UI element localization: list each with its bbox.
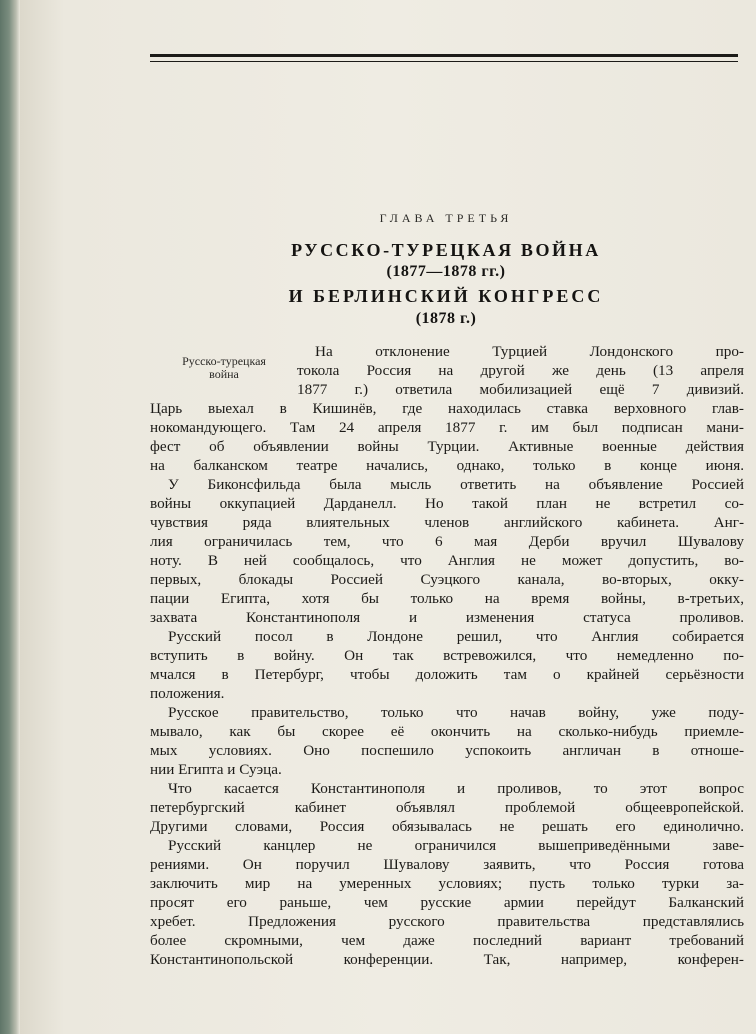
margin-note-line: Русско-турецкая bbox=[182, 354, 266, 368]
text-line: У Биконсфильда была мысль ответить на объявление Россией bbox=[168, 476, 744, 493]
header-rule-thick bbox=[150, 54, 738, 57]
text-line: рениями. Он поручил Шувалову заявить, что Россия готова bbox=[150, 856, 744, 873]
text-line: петербургский кабинет объявлял проблемой общеевропейской. bbox=[150, 799, 744, 816]
text-line: на балканском театре начались, однако, только в конце июня. bbox=[150, 457, 744, 474]
text-line: вступить в войну. Он так встревожился, что немедленно по- bbox=[150, 647, 744, 664]
text-line: первых, блокады Россией Суэцкого канала, во-вторых, окку- bbox=[150, 571, 744, 588]
text-line: просят его раньше, чем русские армии перейдут Балканский bbox=[150, 894, 744, 911]
text-line: токола Россия на другой же день (13 апреля bbox=[297, 362, 744, 379]
margin-note bbox=[152, 355, 296, 381]
text-line: Царь выехал в Кишинёв, где находилась ставка верховного глав- bbox=[150, 400, 744, 417]
text-line: Константинопольской конференции. Так, например, конферен- bbox=[150, 951, 744, 968]
text-line: более скромными, чем даже последний вариант требований bbox=[150, 932, 744, 949]
text-line: войны оккупацией Дарданелл. Но такой план не встретил со- bbox=[150, 495, 744, 512]
text-line: фест об объявлении войны Турции. Активные военные действия bbox=[150, 438, 744, 455]
text-line: Русский посол в Лондоне решил, что Англия собирается bbox=[168, 628, 744, 645]
text-line: Другими словами, Россия обязывалась не решать его единолично. bbox=[150, 818, 744, 835]
book-spine-edge bbox=[0, 0, 20, 1034]
text-line: мчался в Петербург, чтобы доложить там о крайней серьёзности bbox=[150, 666, 744, 683]
text-line: Русское правительство, только что начав войну, уже поду- bbox=[168, 704, 744, 721]
text-line: мых условиях. Оно поспешило успокоить англичан в отноше- bbox=[150, 742, 744, 759]
chapter-title-line: (1877—1878 гг.) bbox=[386, 263, 506, 280]
chapter-title-line: (1878 г.) bbox=[415, 310, 477, 327]
chapter-title-line: И БЕРЛИНСКИЙ КОНГРЕСС bbox=[288, 286, 604, 306]
text-line: нокомандующего. Там 24 апреля 1877 г. им был подписан мани- bbox=[150, 419, 744, 436]
text-line: чувствия ряда влиятельных членов английского кабинета. Анг- bbox=[150, 514, 744, 531]
margin-note-line: война bbox=[209, 367, 239, 381]
chapter-title-line: РУССКО-ТУРЕЦКАЯ ВОЙНА bbox=[291, 240, 601, 260]
header-rule-thin bbox=[150, 61, 738, 62]
text-line: заключить мир на умеренных условиях; пусть только турки за- bbox=[150, 875, 744, 892]
text-line: 1877 г.) ответила мобилизацией ещё 7 дивизий. bbox=[297, 381, 744, 398]
text-line: На отклонение Турцией Лондонского про- bbox=[315, 343, 744, 360]
text-line: положения. bbox=[150, 685, 225, 702]
text-line: Что касается Константинополя и проливов, то этот вопрос bbox=[168, 780, 744, 797]
chapter-label: ГЛАВА ТРЕТЬЯ bbox=[379, 211, 513, 225]
text-line: нии Египта и Суэца. bbox=[150, 761, 282, 778]
text-line: Русский канцлер не ограничился вышеприведёнными заве- bbox=[168, 837, 744, 854]
text-line: мывало, как бы скорее её окончить на сколько-нибудь приемле- bbox=[150, 723, 744, 740]
text-line: захвата Константинополя и изменения статуса проливов. bbox=[150, 609, 744, 626]
text-line: хребет. Предложения русского правительства представлялись bbox=[150, 913, 744, 930]
text-line: ноту. В ней сообщалось, что Англия не может допустить, во- bbox=[150, 552, 744, 569]
text-line: пации Египта, хотя бы только на время войны, в-третьих, bbox=[150, 590, 744, 607]
text-line: лия ограничилась тем, что 6 мая Дерби вручил Шувалову bbox=[150, 533, 744, 550]
